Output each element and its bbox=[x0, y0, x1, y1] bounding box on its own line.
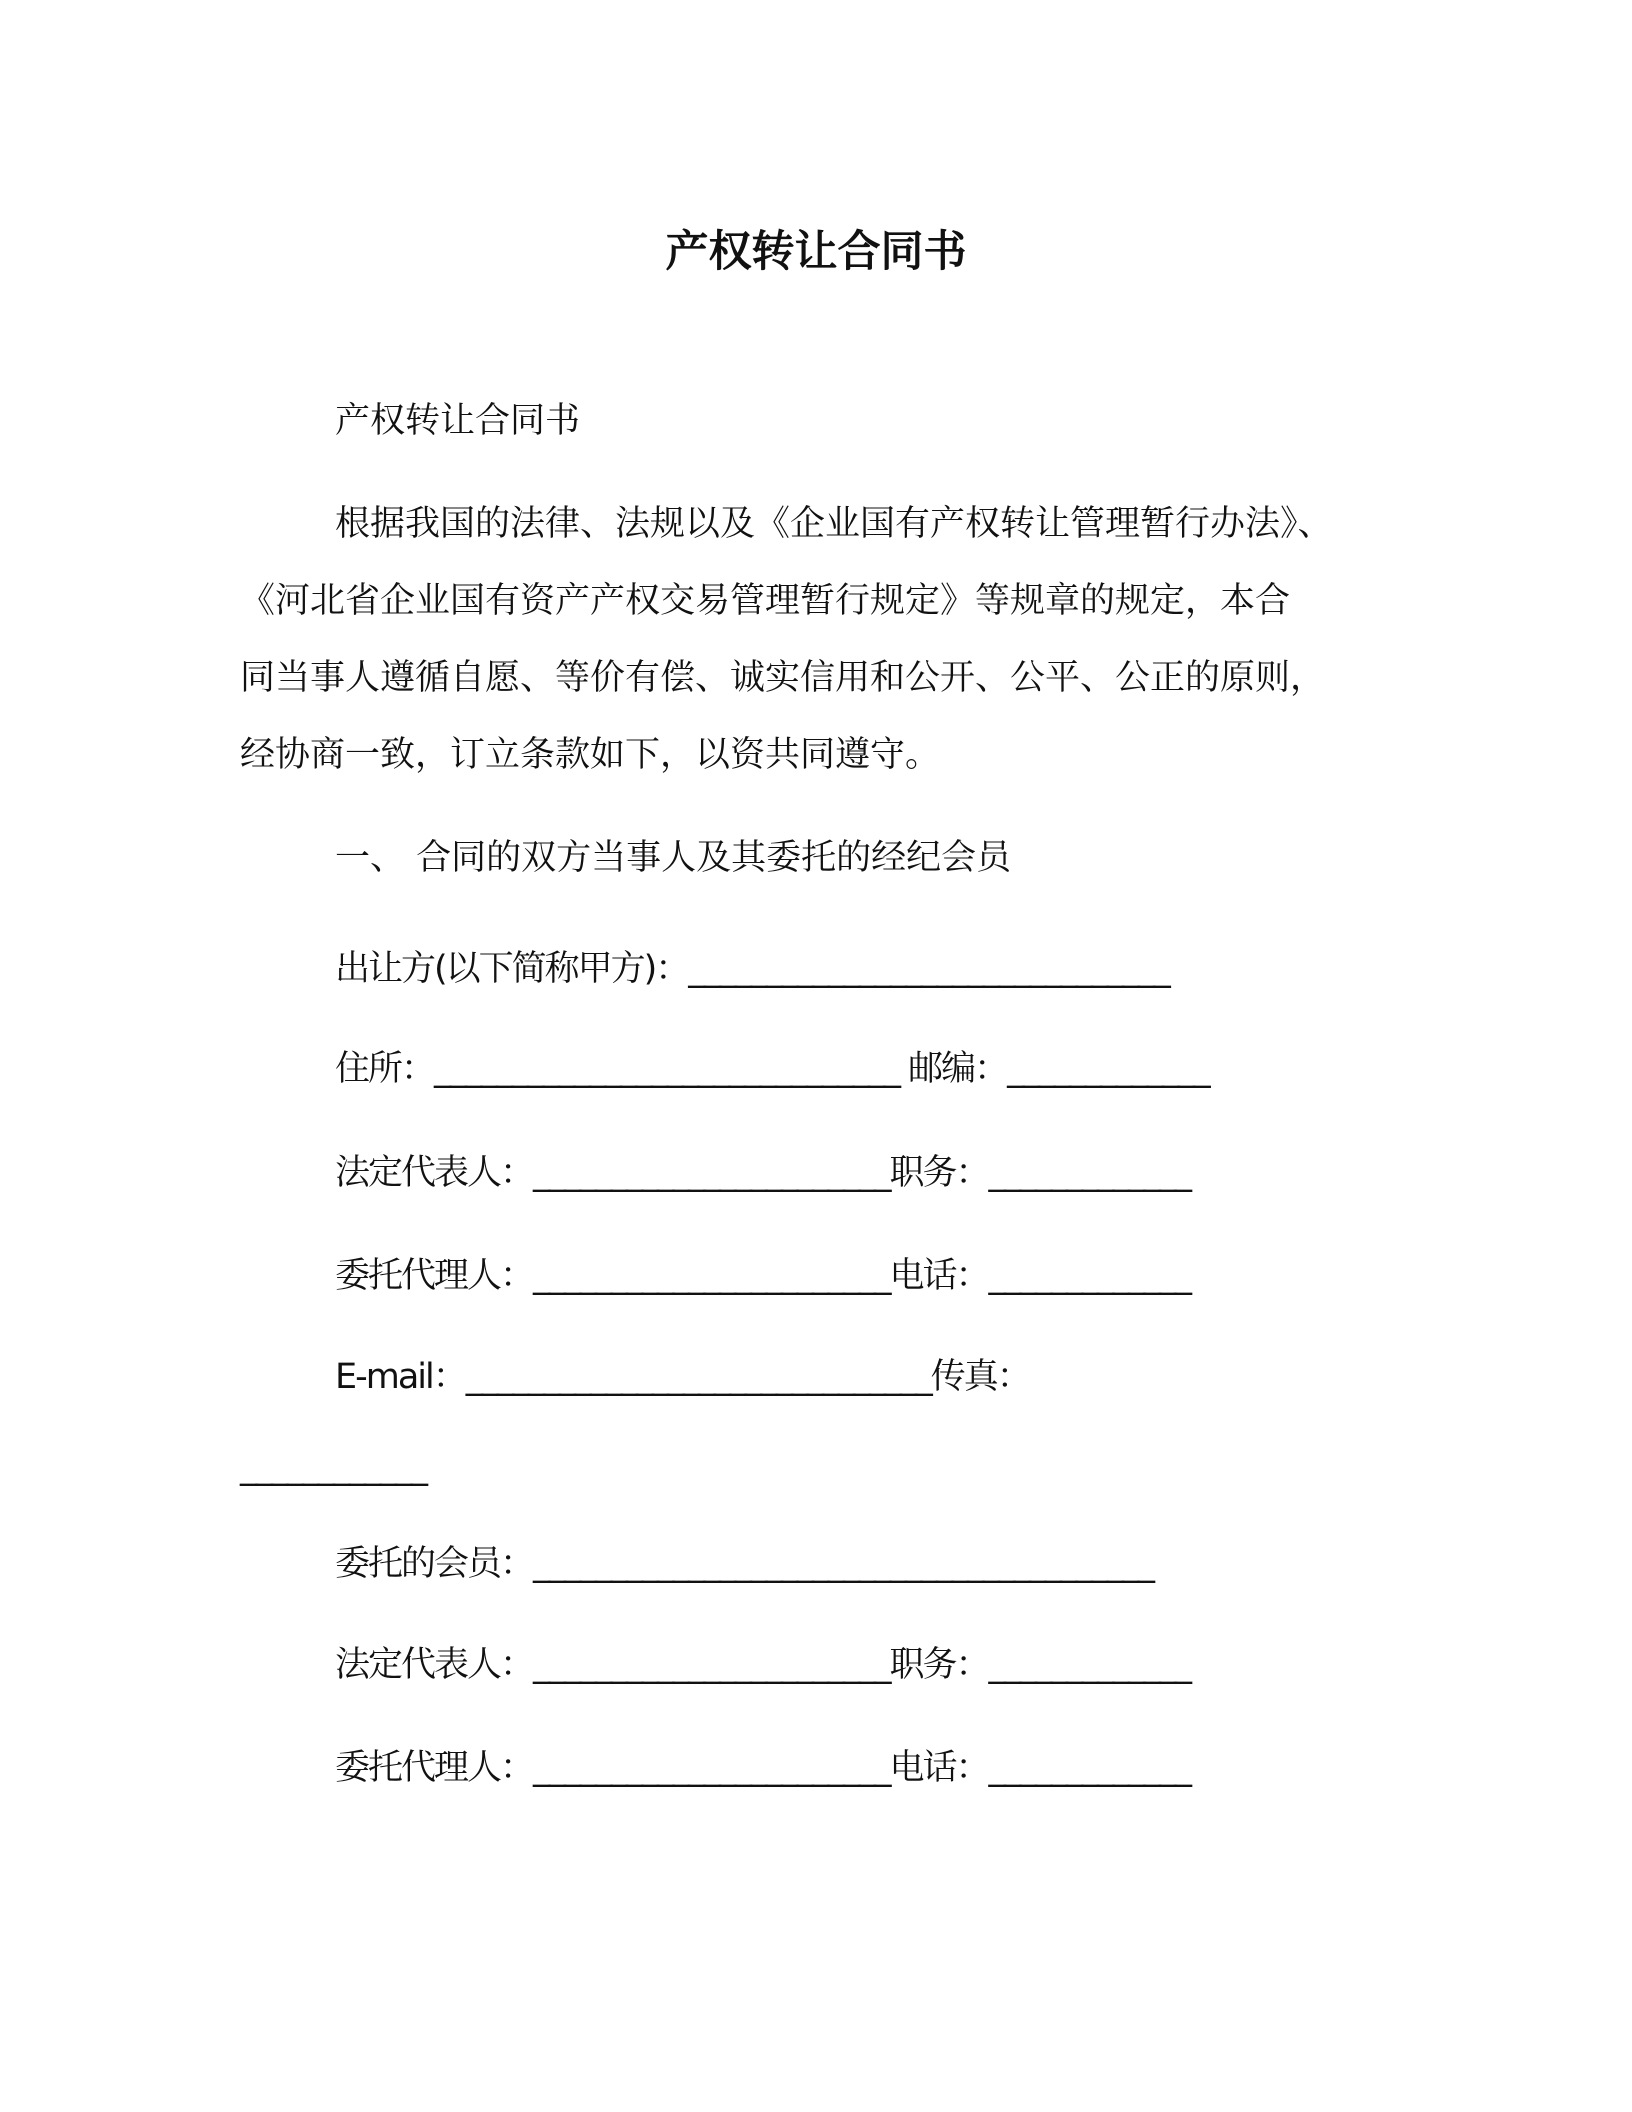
intro-line-3: 同当事人遵循自愿、等价有偿、诚实信用和公开、公平、公正的原则， bbox=[240, 658, 1326, 698]
intro-line-4: 经协商一致，订立条款如下，以资共同遵守。 bbox=[240, 735, 941, 775]
legal-representative-field-1: 法定代表人：_______________________职务：_____________ bbox=[335, 1153, 1191, 1193]
email-fax-field: E-mail：______________________________传真： bbox=[335, 1357, 1030, 1397]
transferor-field: 出让方(以下简称甲方)：_______________________________ bbox=[335, 949, 1169, 989]
document-subtitle: 产权转让合同书 bbox=[335, 401, 581, 441]
section-1-heading: 一、 合同的双方当事人及其委托的经纪会员 bbox=[335, 838, 1012, 878]
agent-phone-field-1: 委托代理人：_______________________电话：_____________ bbox=[335, 1256, 1191, 1296]
address-postcode-field: 住所：______________________________ 邮编：_____________ bbox=[335, 1049, 1209, 1089]
intro-line-2: 《河北省企业国有资产产权交易管理暂行规定》等规章的规定，本合 bbox=[240, 581, 1291, 621]
agent-phone-field-2: 委托代理人：_______________________电话：_____________ bbox=[335, 1748, 1191, 1788]
legal-representative-field-2: 法定代表人：_______________________职务：_____________ bbox=[335, 1645, 1191, 1685]
fax-blank: ____________ bbox=[240, 1447, 426, 1487]
member-field: 委托的会员：________________________________________ bbox=[335, 1544, 1154, 1584]
intro-line-1: 根据我国的法律、法规以及《企业国有产权转让管理暂行办法》、 bbox=[335, 504, 1333, 544]
document-title: 产权转让合同书 bbox=[665, 227, 967, 277]
